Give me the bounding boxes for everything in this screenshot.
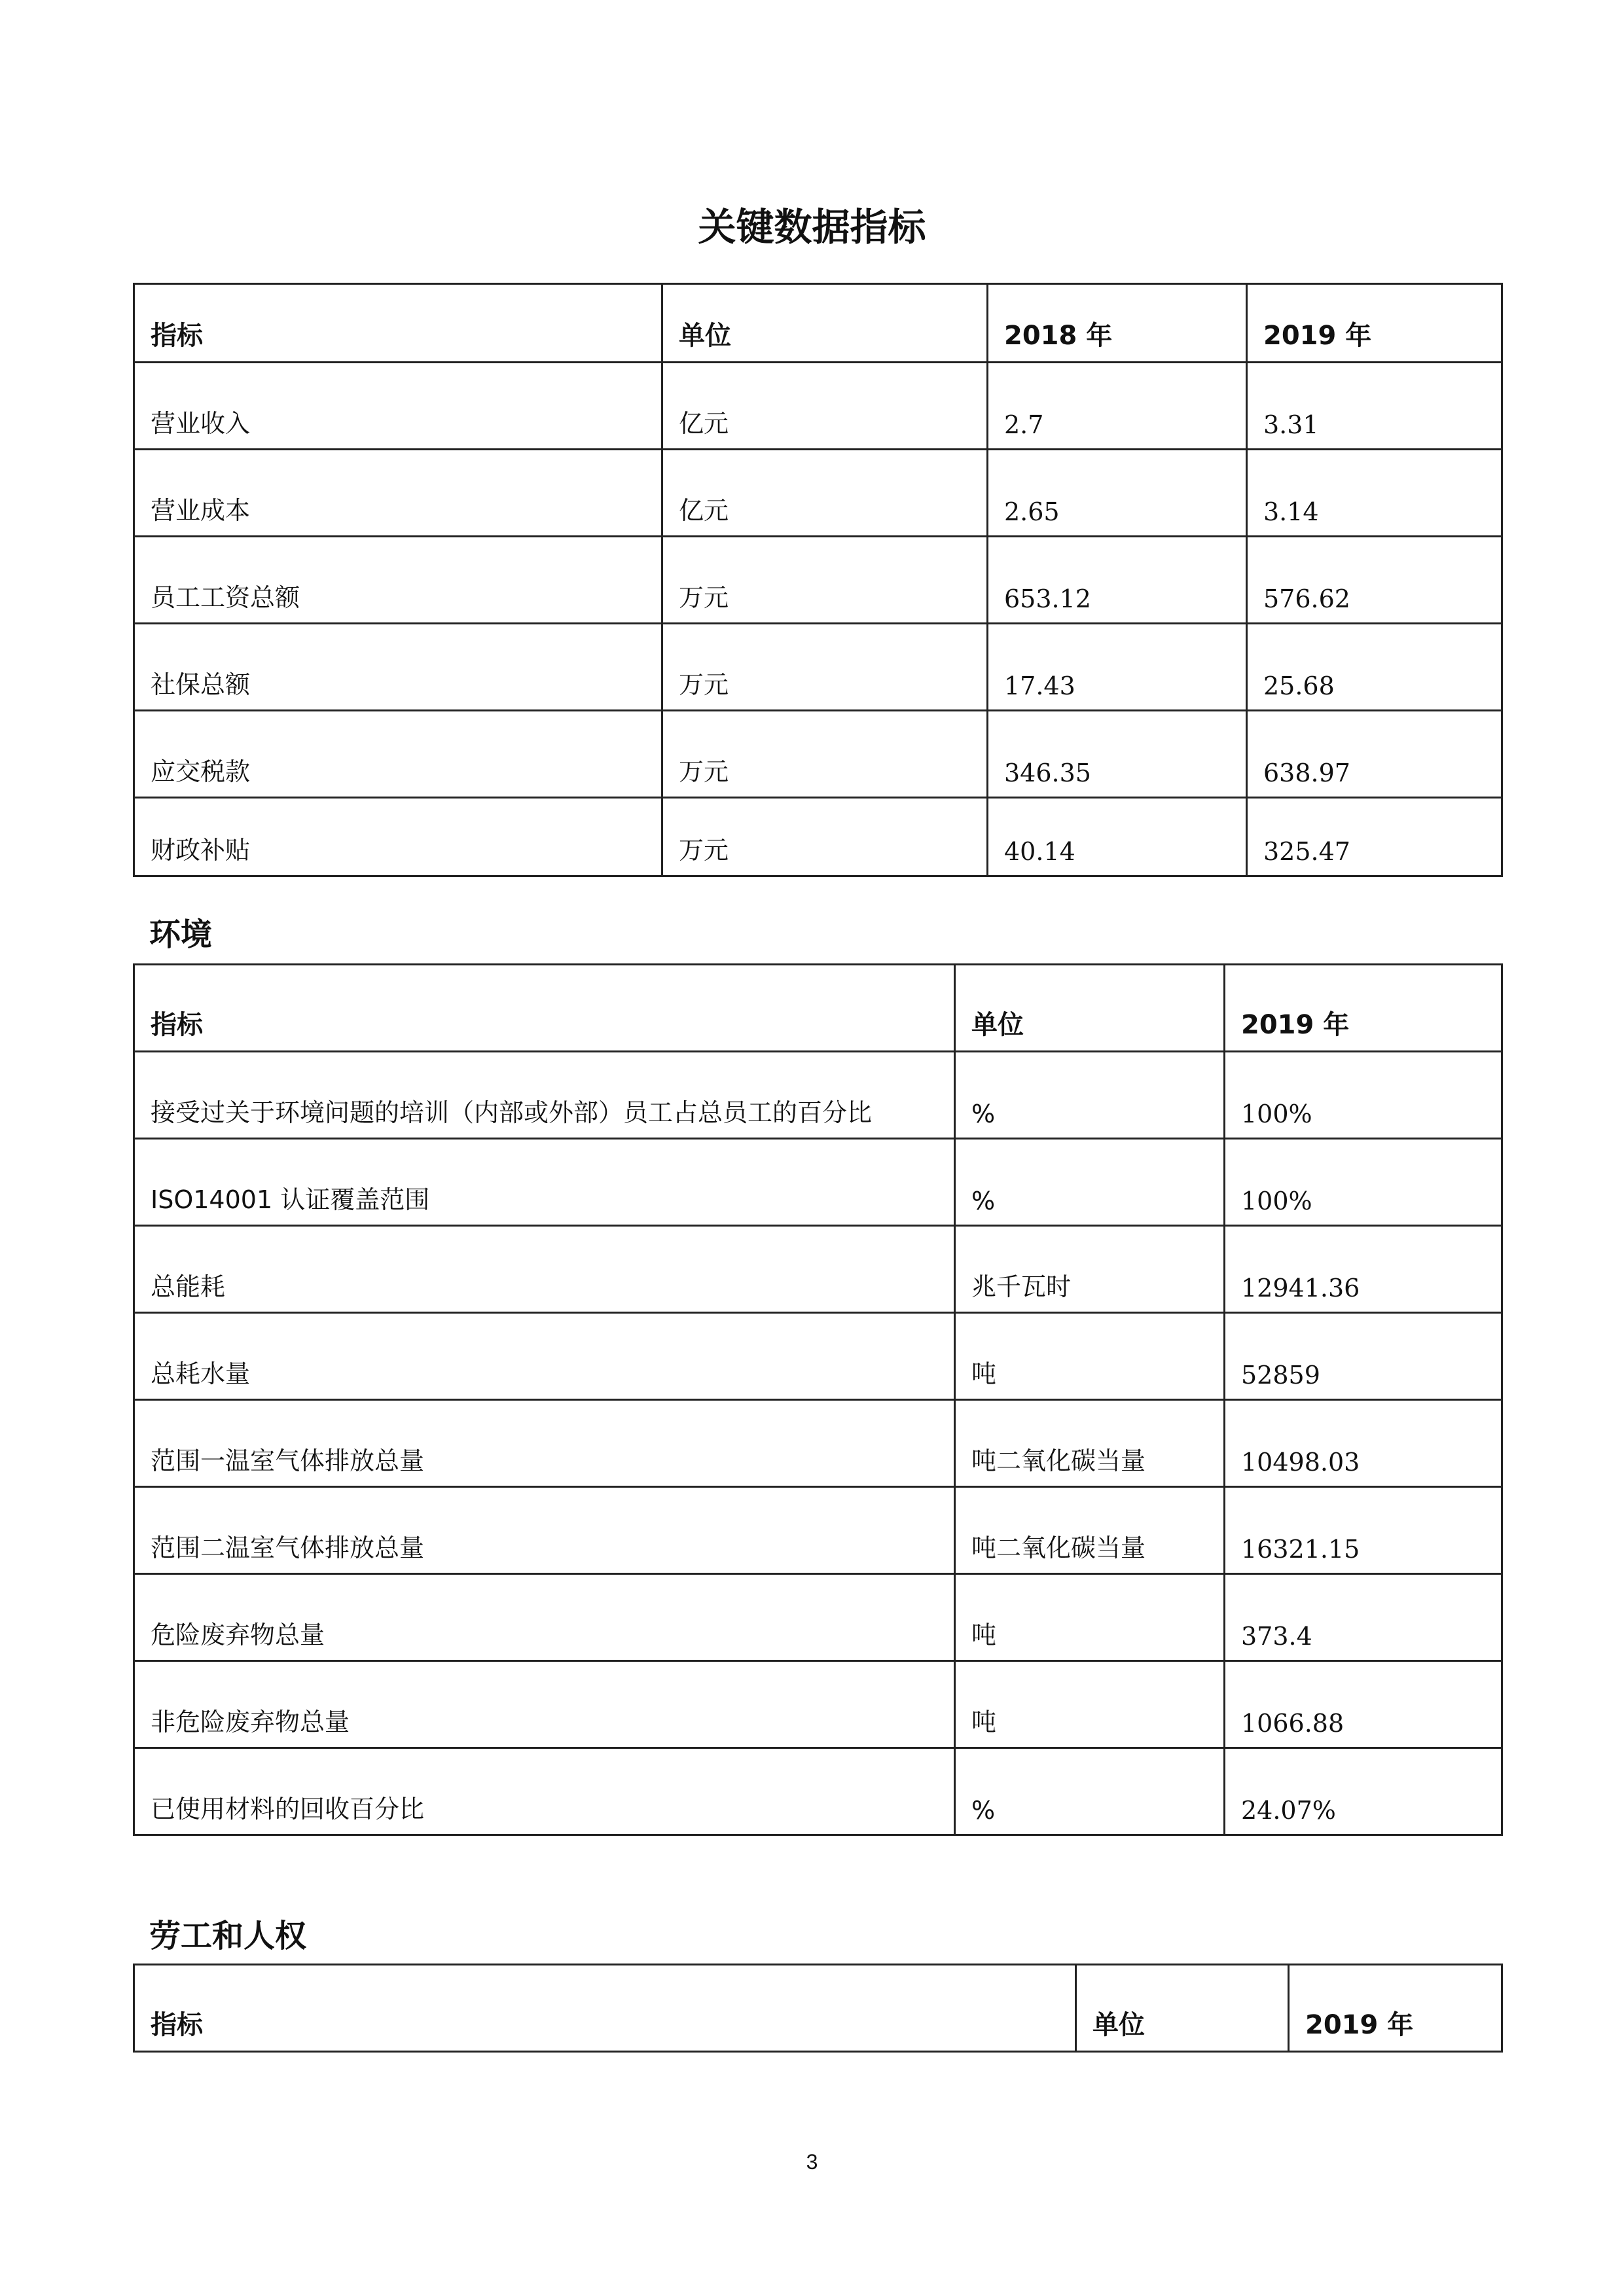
value-2018-cell: 346.35 <box>988 711 1247 798</box>
unit-cell: 万元 <box>662 798 988 876</box>
unit-cell: 万元 <box>662 624 988 711</box>
unit-cell: % <box>955 1748 1225 1835</box>
value-2018-cell: 2.7 <box>988 363 1247 450</box>
table-row <box>134 624 1502 711</box>
indicator-cell: 已使用材料的回收百分比 <box>134 1748 955 1835</box>
value-2019-cell: 100% <box>1225 1139 1502 1226</box>
table-row <box>134 1748 1502 1835</box>
indicator-cell: ISO14001 认证覆盖范围 <box>134 1139 955 1226</box>
table-row <box>134 363 1502 450</box>
page-number: 3 <box>806 2150 818 2174</box>
table-row <box>134 798 1502 876</box>
header-cell: 指标 <box>134 284 662 363</box>
table-row <box>134 1661 1502 1748</box>
section-title-labor: 劳工和人权 <box>149 1918 307 1954</box>
header-cell: 单位 <box>1076 1965 1289 2052</box>
indicator-cell: 危险废弃物总量 <box>134 1574 955 1661</box>
indicator-cell: 员工工资总额 <box>134 537 662 624</box>
header-cell: 2019 年 <box>1247 284 1502 363</box>
unit-cell: % <box>955 1139 1225 1226</box>
table-header-row <box>134 284 1502 363</box>
indicator-cell: 非危险废弃物总量 <box>134 1661 955 1748</box>
value-2018-cell: 17.43 <box>988 624 1247 711</box>
unit-cell: 吨 <box>955 1574 1225 1661</box>
header-cell: 单位 <box>662 284 988 363</box>
environment-table <box>133 963 1503 1836</box>
value-2019-cell: 3.31 <box>1247 363 1502 450</box>
table-row <box>134 1139 1502 1226</box>
value-2019-cell: 373.4 <box>1225 1574 1502 1661</box>
value-2019-cell: 638.97 <box>1247 711 1502 798</box>
indicator-cell: 范围一温室气体排放总量 <box>134 1400 955 1487</box>
indicator-cell: 总能耗 <box>134 1226 955 1313</box>
unit-cell: 兆千瓦时 <box>955 1226 1225 1313</box>
indicator-cell: 应交税款 <box>134 711 662 798</box>
value-2019-cell: 52859 <box>1225 1313 1502 1400</box>
table-row <box>134 1400 1502 1487</box>
unit-cell: 万元 <box>662 711 988 798</box>
indicator-cell: 财政补贴 <box>134 798 662 876</box>
table-row <box>134 1487 1502 1574</box>
unit-cell: 亿元 <box>662 450 988 537</box>
unit-cell: 亿元 <box>662 363 988 450</box>
header-cell: 2019 年 <box>1225 965 1502 1052</box>
value-2018-cell: 2.65 <box>988 450 1247 537</box>
indicator-cell: 营业成本 <box>134 450 662 537</box>
header-cell: 2018 年 <box>988 284 1247 363</box>
table-row <box>134 1226 1502 1313</box>
value-2019-cell: 325.47 <box>1247 798 1502 876</box>
indicator-cell: 总耗水量 <box>134 1313 955 1400</box>
unit-cell: % <box>955 1052 1225 1139</box>
table-header-row <box>134 1965 1502 2052</box>
value-2019-cell: 1066.88 <box>1225 1661 1502 1748</box>
unit-cell: 吨二氧化碳当量 <box>955 1487 1225 1574</box>
table-row <box>134 1574 1502 1661</box>
table-row <box>134 450 1502 537</box>
value-2019-cell: 24.07% <box>1225 1748 1502 1835</box>
table-row <box>134 711 1502 798</box>
value-2018-cell: 653.12 <box>988 537 1247 624</box>
table-row <box>134 1052 1502 1139</box>
value-2018-cell: 40.14 <box>988 798 1247 876</box>
unit-cell: 吨 <box>955 1661 1225 1748</box>
unit-cell: 吨二氧化碳当量 <box>955 1400 1225 1487</box>
indicator-cell: 范围二温室气体排放总量 <box>134 1487 955 1574</box>
table-row <box>134 1313 1502 1400</box>
labor-rights-table <box>133 1964 1503 2053</box>
unit-cell: 万元 <box>662 537 988 624</box>
page-title: 关键数据指标 <box>698 205 926 249</box>
header-cell: 2019 年 <box>1289 1965 1502 2052</box>
value-2019-cell: 25.68 <box>1247 624 1502 711</box>
section-title-environment: 环境 <box>149 916 213 953</box>
key-data-table <box>133 283 1503 877</box>
indicator-cell: 营业收入 <box>134 363 662 450</box>
header-cell: 指标 <box>134 1965 1076 2052</box>
unit-cell: 吨 <box>955 1313 1225 1400</box>
indicator-cell: 社保总额 <box>134 624 662 711</box>
value-2019-cell: 16321.15 <box>1225 1487 1502 1574</box>
header-cell: 指标 <box>134 965 955 1052</box>
value-2019-cell: 576.62 <box>1247 537 1502 624</box>
table-row <box>134 537 1502 624</box>
value-2019-cell: 10498.03 <box>1225 1400 1502 1487</box>
value-2019-cell: 12941.36 <box>1225 1226 1502 1313</box>
header-cell: 单位 <box>955 965 1225 1052</box>
table-header-row <box>134 965 1502 1052</box>
value-2019-cell: 3.14 <box>1247 450 1502 537</box>
indicator-cell: 接受过关于环境问题的培训（内部或外部）员工占总员工的百分比 <box>134 1052 955 1139</box>
value-2019-cell: 100% <box>1225 1052 1502 1139</box>
